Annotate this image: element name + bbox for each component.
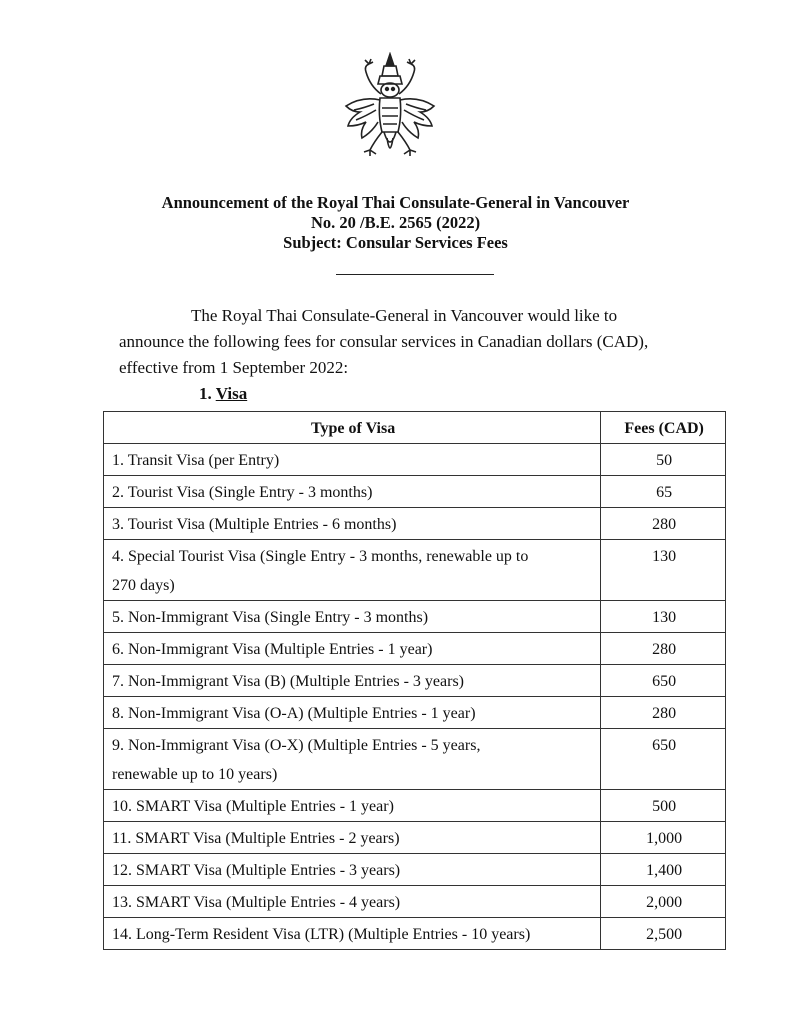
- visa-type-cell: 5. Non-Immigrant Visa (Single Entry - 3 months): [104, 601, 601, 633]
- visa-type-cell: 10. SMART Visa (Multiple Entries - 1 year): [104, 790, 601, 822]
- visa-type-cell: 13. SMART Visa (Multiple Entries - 4 years): [104, 886, 601, 918]
- table-row: [104, 790, 726, 822]
- announcement-heading: [0, 193, 791, 253]
- visa-type-cell: 1. Transit Visa (per Entry): [104, 444, 601, 476]
- visa-fee-cell: 1,000: [601, 822, 726, 854]
- table-row: [104, 697, 726, 729]
- visa-type-line-1: 4. Special Tourist Visa (Single Entry - 3 months, renewable up to: [112, 548, 529, 565]
- table-row: [104, 886, 726, 918]
- visa-fee-cell: 500: [601, 790, 726, 822]
- intro-paragraph: [119, 303, 719, 381]
- table-row: [104, 854, 726, 886]
- visa-type-line-2: 270 days): [112, 577, 175, 594]
- table-row: [104, 729, 726, 790]
- intro-line-1: The Royal Thai Consulate-General in Vancouver would like to: [191, 306, 618, 325]
- visa-fee-cell: 65: [601, 476, 726, 508]
- section-number: 1.: [199, 384, 212, 403]
- visa-type-cell: 3. Tourist Visa (Multiple Entries - 6 months): [104, 508, 601, 540]
- visa-type-cell: 7. Non-Immigrant Visa (B) (Multiple Entries - 3 years): [104, 665, 601, 697]
- visa-fee-cell: 2,500: [601, 918, 726, 950]
- visa-type-cell: [104, 729, 601, 790]
- visa-fee-cell: 650: [601, 665, 726, 697]
- visa-type-cell: 11. SMART Visa (Multiple Entries - 2 years): [104, 822, 601, 854]
- column-header-type: Type of Visa: [104, 412, 601, 444]
- visa-type-cell: 14. Long-Term Resident Visa (LTR) (Multiple Entries - 10 years): [104, 918, 601, 950]
- visa-fee-cell: 130: [601, 601, 726, 633]
- section-heading: [199, 384, 247, 404]
- heading-number: No. 20 /B.E. 2565 (2022): [310, 213, 481, 232]
- intro-line-3: effective from 1 September 2022:: [119, 358, 349, 377]
- intro-line-2: announce the following fees for consular services in Canadian dollars (CAD),: [119, 332, 649, 351]
- visa-type-cell: [104, 540, 601, 601]
- table-row: [104, 508, 726, 540]
- heading-subject: Subject: Consular Services Fees: [283, 233, 508, 252]
- table-row: [104, 444, 726, 476]
- visa-fee-cell: 2,000: [601, 886, 726, 918]
- heading-divider: [336, 274, 494, 275]
- visa-type-cell: 12. SMART Visa (Multiple Entries - 3 years): [104, 854, 601, 886]
- section-title: Visa: [215, 384, 248, 403]
- column-header-fee: Fees (CAD): [601, 412, 726, 444]
- table-row: [104, 476, 726, 508]
- visa-fee-cell: 650: [601, 729, 726, 790]
- visa-fee-cell: 130: [601, 540, 726, 601]
- visa-type-cell: 6. Non-Immigrant Visa (Multiple Entries - 1 year): [104, 633, 601, 665]
- table-row: [104, 633, 726, 665]
- visa-fee-cell: 280: [601, 697, 726, 729]
- visa-type-line-1: 9. Non-Immigrant Visa (O-X) (Multiple Entries - 5 years,: [112, 737, 481, 754]
- table-row: [104, 665, 726, 697]
- visa-fee-cell: 280: [601, 508, 726, 540]
- table-header-row: [104, 412, 726, 444]
- visa-fee-cell: 280: [601, 633, 726, 665]
- visa-type-line-2: renewable up to 10 years): [112, 766, 278, 783]
- table-row: [104, 918, 726, 950]
- garuda-emblem-icon: [340, 52, 440, 162]
- visa-type-cell: 2. Tourist Visa (Single Entry - 3 months): [104, 476, 601, 508]
- visa-type-cell: 8. Non-Immigrant Visa (O-A) (Multiple Entries - 1 year): [104, 697, 601, 729]
- table-row: [104, 822, 726, 854]
- table-row: [104, 601, 726, 633]
- table-row: [104, 540, 726, 601]
- heading-title: Announcement of the Royal Thai Consulate-General in Vancouver: [161, 193, 630, 212]
- visa-fee-table: [103, 411, 726, 950]
- visa-fee-cell: 1,400: [601, 854, 726, 886]
- visa-fee-cell: 50: [601, 444, 726, 476]
